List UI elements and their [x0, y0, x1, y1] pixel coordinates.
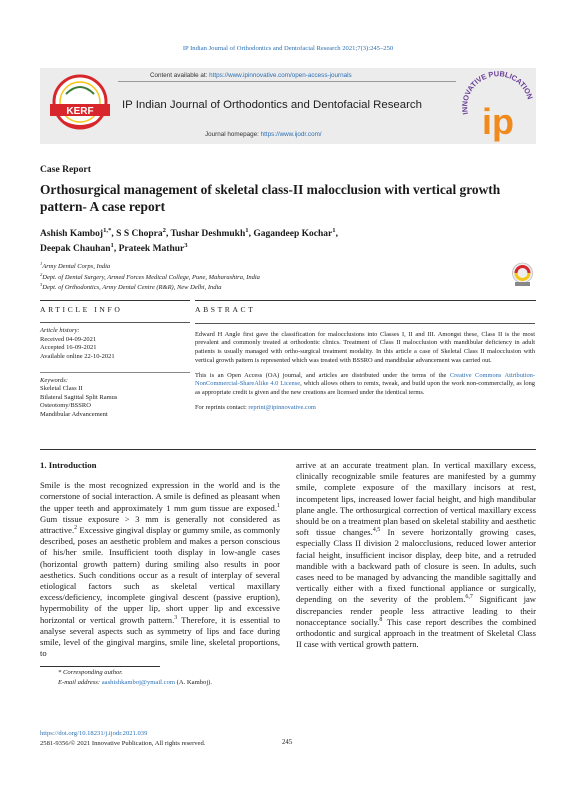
- author-email-link[interactable]: aashishkamboj@ymail.com: [101, 679, 175, 687]
- open-access-link[interactable]: https://www.ipinnovative.com/open-access-journals: [209, 72, 352, 79]
- content-available-label: Content available at:: [150, 72, 210, 79]
- journal-title: IP Indian Journal of Orthodontics and Dentofacial Research: [122, 99, 422, 111]
- keyword: Mandibular Advancement: [40, 410, 108, 418]
- author-affil-mark: 1: [332, 226, 336, 234]
- affiliation-item: $^3$Dept. of Orthodontics, Army Dental Centre (R&R), New Delhi, India: [40, 281, 222, 291]
- affiliations: [40, 262, 260, 294]
- abstract-text: Edward H Angle first gave the classification for malocclusions into Classes I, II and III. Amongst these, Class II is the most prevalent and commonly treated at orthodontic clinics. Treatment of Class II malocclusion with mandibular deficiency in adult patients is usually managed with ortho-surgical treatment modality. In this article a case of Skeletal Class II malocclusion with vertical growth pattern is represented which was treated with BSSRO and mandibular advancement was carried out.: [195, 330, 535, 364]
- abstract-heading: ABSTRACT: [195, 305, 256, 314]
- keyword: Skeletal Class II: [40, 385, 83, 393]
- abstract: [195, 306, 535, 412]
- history-label: Article history:: [40, 327, 80, 335]
- footnote-rule: [40, 666, 160, 667]
- author-name: , Tushar Deshmukh: [165, 229, 246, 239]
- running-head: IP Indian Journal of Orthodontics and Dentofacial Research 2021;7(3):245–250: [182, 45, 394, 52]
- abstract-top-rule: [195, 300, 536, 301]
- introduction-heading: 1. Introduction: [40, 460, 97, 470]
- homepage-label: Journal homepage:: [205, 131, 261, 138]
- article-type: Case Report: [40, 164, 91, 175]
- author-line-1: [40, 227, 500, 242]
- author-affil-mark: 3: [184, 241, 188, 249]
- author-name: , Prateek Mathur: [113, 244, 185, 254]
- content-available-line: [150, 72, 352, 79]
- affiliation-item: $^1$Army Dental Corps, India: [40, 260, 111, 270]
- reprints-email-link[interactable]: reprint@ipinnovative.com: [248, 403, 316, 411]
- masthead-divider: [118, 81, 456, 82]
- body-right-column: [296, 460, 536, 650]
- journal-homepage-line: [205, 131, 322, 138]
- ip-logo-letters: ip: [482, 101, 514, 142]
- author-name: Ashish Kamboj: [40, 229, 104, 239]
- keywords-label: Keywords:: [40, 377, 68, 385]
- body-left-column: [40, 460, 280, 659]
- page-number: 245: [282, 739, 293, 746]
- abstract-bottom-rule: [40, 449, 536, 450]
- kerf-logo: [42, 72, 118, 136]
- homepage-link[interactable]: https://www.ijodr.com/: [260, 131, 322, 138]
- received-date: Received 04-09-2021: [40, 335, 97, 343]
- issn-copyright: 2581-9356/© 2021 Innovative Publication, All rights reserved.: [40, 740, 206, 747]
- corresponding-label: * Corresponding author.: [58, 669, 123, 676]
- ip-logo-arc-text: INNOVATIVE PUBLICATION: [460, 70, 535, 116]
- license-link[interactable]: Creative Commons Attribution-NonCommercial-ShareAlike 4.0 License: [195, 371, 536, 388]
- author-separator: ,: [335, 229, 338, 239]
- keyword: Bilateral Sagittal Split Ramus: [40, 393, 118, 401]
- author-name: Deepak Chauhan: [40, 244, 111, 254]
- email-line: E-mail address: aashishkamboj@ymail.com (A. Kamboj).: [58, 679, 212, 687]
- author-affil-mark: 1,*: [103, 226, 112, 234]
- innovative-publication-logo: [458, 70, 536, 146]
- abstract-divider: [195, 323, 535, 324]
- author-line-2: [40, 242, 500, 257]
- keywords-divider: [40, 372, 190, 373]
- online-date: Available online 22-10-2021: [40, 352, 115, 360]
- author-affil-mark: 1: [110, 241, 114, 249]
- article-info-divider: [40, 322, 190, 323]
- license-statement: This is an Open Access (OA) journal, and articles are distributed under the terms of the Creative Commons Attribution-NonCommercial-ShareAlike 4.0 License, which allows others to remix, tweak, and build upon the work non-commercially, as long as appropriate credit is given and the new creations are licensed under the identical terms.: [195, 371, 536, 396]
- check-for-updates-icon[interactable]: [509, 261, 536, 288]
- article-info: [40, 306, 190, 419]
- footer-meta: [40, 729, 205, 749]
- article-info-top-rule: [40, 300, 190, 301]
- affiliation-item: $^2$Dept. of Dental Surgery, Armed Forces Medical College, Pune, Maharashtra, India: [40, 271, 260, 281]
- author-list: [40, 227, 500, 257]
- author-affil-mark: 1: [245, 226, 249, 234]
- article-info-heading: ARTICLE INFO: [40, 305, 123, 314]
- accepted-date: Accepted 16-09-2021: [40, 344, 97, 352]
- keyword: Osteotomy/BSSRO: [40, 402, 91, 410]
- introduction-continued: arrive at an accurate treatment plan. In vertical maxillary excess, clinically recognizable smile features are manifested by a gummy smile, complete exposure of the maxillary incisors at rest, incompetent lips, increased lower facial height, and high mandibular plane angle. The orthosurgical correction of vertical maxillary excess should be on a treatment plan based on skeletal stability and aesthetic soft tissue changes.$^{4,5}$ In severe horizontally growing cases, especially Class II division 2 malocclusions, reduced lower anterior facial height, insufficient incisor display, deep bite, and a retruded mandible with a backward path of closure is seen. In adults, such cases need to be managed by advancing the mandible sagittally and vertically either with a fixed functional appliance or surgically, depending on the severity of the problem.$^{6,7}$ Significant jaw discrepancies render people less attractive leading to their nonacceptance socially.$^8$ This case report describes the combined orthodontic and surgical approach in the treatment of Skeletal Class II case with vertical growth pattern.: [296, 460, 537, 650]
- corresponding-author-note: [58, 668, 212, 689]
- doi-link[interactable]: https://doi.org/10.18231/j.ijodr.2021.039: [40, 730, 148, 737]
- kerf-logo-text: KERF: [66, 106, 94, 117]
- author-name: , Gagandeep Kochar: [248, 229, 333, 239]
- introduction-paragraph: Smile is the most recognized expression in the world and is the cornerstone of social interaction. A smile is defined as pleasant when the upper teeth and approximately 1 mm gum tissue are exposed.$^1$ Gum tissue exposure > 3 mm is generally not considered as attractive.$^2$ Excessive gingival display or gummy smile, as commonly described, poses an aesthetic problem and makes a person conscious of his/her smile. Insufficient tooth display in low-angle cases (horizontal growth pattern) during smiling also results in poor aesthetics. Such conditions occur as a result of interplay of several etiological factors such as skeletal vertical maxillary excess/deficiency, incomplete gingival descent (passive eruption), hypermobility of the upper lip, short upper lip and excessive horizontal or vertical growth pattern.$^3$ Therefore, it is essential to analyse several aspects such as symmetry of lips and face during smile, level of the gingival margins, smile line, skeletal proportions, to: [40, 480, 280, 659]
- article-title: Orthosurgical management of skeletal class-II malocclusion with vertical growth pattern- A case report: [40, 182, 501, 214]
- author-name: , S S Chopra: [111, 229, 163, 239]
- reprints-line: For reprints contact: reprint@ipinnovative.com: [195, 403, 316, 411]
- author-affil-mark: 2: [162, 226, 166, 234]
